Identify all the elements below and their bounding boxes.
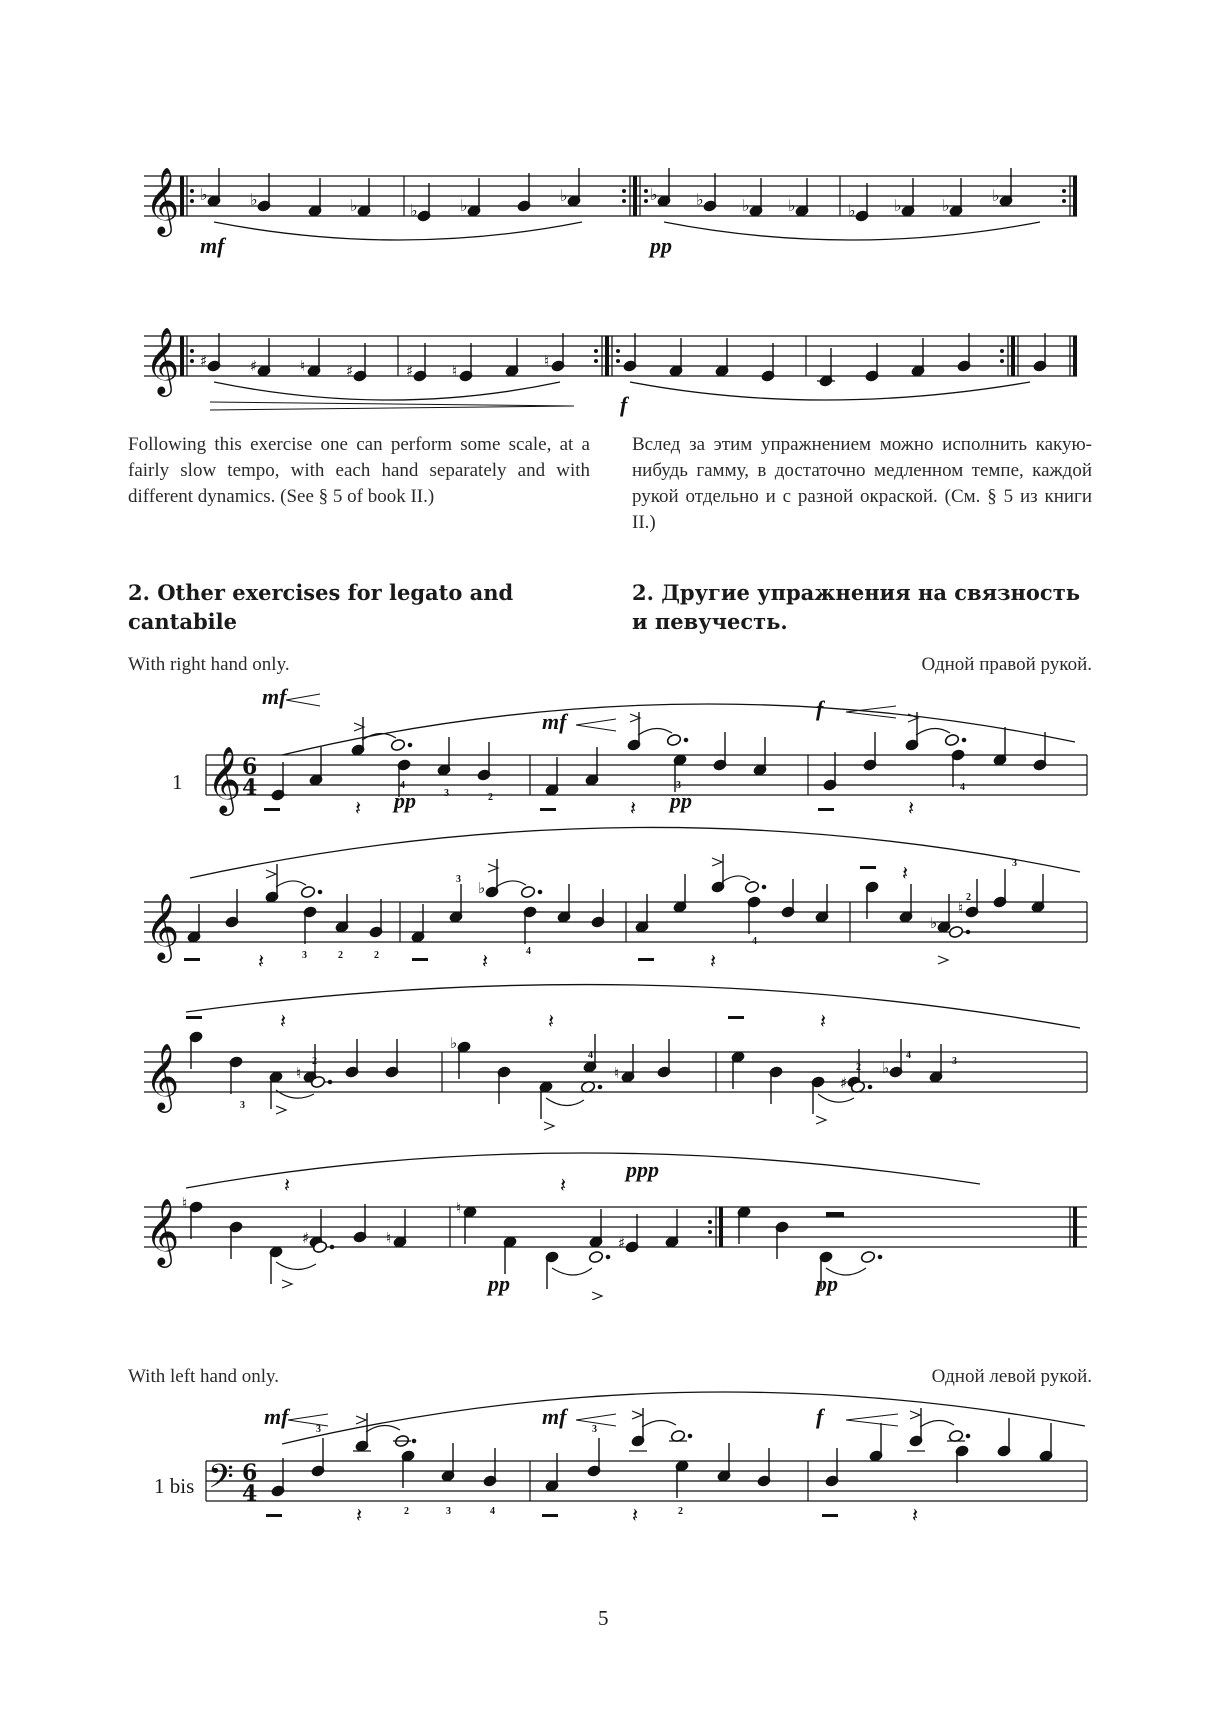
fingering: 2 — [856, 1062, 861, 1073]
note — [441, 1443, 455, 1482]
fingering: 4 — [906, 1050, 911, 1061]
fingering: 3 — [446, 1506, 451, 1517]
time-signature-top: 6 — [242, 1460, 258, 1486]
svg-text:♭: ♭ — [882, 1059, 890, 1077]
svg-text:♮: ♮ — [182, 1194, 188, 1212]
svg-text:♭: ♭ — [250, 190, 258, 209]
svg-text:♯: ♯ — [200, 352, 208, 370]
fingering: 4 — [752, 936, 757, 947]
svg-text:♭: ♭ — [742, 196, 750, 215]
svg-text:♭: ♭ — [992, 186, 1000, 205]
note — [629, 1408, 647, 1451]
svg-text:♭: ♭ — [788, 196, 796, 215]
svg-text:♭: ♭ — [848, 201, 856, 220]
svg-text:♭: ♭ — [650, 185, 658, 204]
left-hand-label-ru: Одной левой рукой. — [931, 1366, 1092, 1387]
treble-clef-icon: 𝄞 — [145, 166, 180, 234]
svg-text:♭: ♭ — [560, 186, 568, 205]
fingering: 3 — [302, 950, 307, 961]
fingering: 4 — [400, 780, 405, 791]
svg-text:♭: ♭ — [450, 1034, 458, 1052]
heading-en: 2. Other exercises for legato and cantabile — [128, 580, 514, 634]
fingering: 2 — [404, 1506, 409, 1517]
treble-clef-icon: 𝄞 — [145, 1042, 180, 1110]
svg-text:𝄽: 𝄽 — [356, 1503, 363, 1527]
svg-text:♯: ♯ — [406, 362, 414, 380]
treble-clef-icon: 𝄞 — [145, 892, 180, 960]
time-signature-bottom: 4 — [242, 775, 258, 801]
fingering: 3 — [592, 1424, 597, 1435]
note — [825, 1448, 839, 1487]
exercise-number-bis: 1 bis — [154, 1474, 195, 1498]
dynamic-f: f — [816, 1404, 824, 1429]
svg-text:♯: ♯ — [302, 1229, 310, 1247]
svg-text:♭: ♭ — [478, 879, 486, 897]
note — [483, 1448, 497, 1487]
svg-text:♭: ♭ — [410, 201, 418, 220]
treble-clef-icon: 𝄞 — [145, 326, 180, 394]
dynamic-pp: pp — [670, 788, 692, 813]
svg-text:♮: ♮ — [296, 1064, 302, 1082]
dynamic-ppp: ppp — [626, 1157, 659, 1182]
dynamic-f: f — [816, 696, 824, 721]
exercise-number: 1 — [172, 770, 183, 794]
svg-text:♭: ♭ — [350, 196, 358, 215]
svg-text:𝄽: 𝄽 — [912, 1503, 919, 1527]
svg-text:𝄽: 𝄽 — [258, 949, 265, 973]
svg-text:𝄽: 𝄽 — [482, 949, 489, 973]
dynamic-mf: mf — [200, 233, 225, 258]
svg-text:𝄽: 𝄽 — [548, 1009, 555, 1033]
svg-text:𝄽: 𝄽 — [284, 1173, 291, 1197]
fingering: 3 — [456, 874, 461, 885]
note — [907, 1408, 925, 1451]
svg-text:𝄽: 𝄽 — [560, 1173, 567, 1197]
svg-text:♮: ♮ — [544, 352, 550, 370]
bass-clef-icon: 𝄢 — [208, 1458, 234, 1504]
svg-text:♭: ♭ — [894, 196, 902, 215]
paragraph-ru: Вслед за этим упражнением можно исполнить какую-нибудь гамму, в достаточно медленном темпе, каждой рукой отдельно и с разной окраской. (См. § 5 из книги II.) — [632, 434, 1092, 533]
svg-text:𝄽: 𝄽 — [355, 796, 362, 820]
dynamic-pp: pp — [394, 788, 416, 813]
fingering: 2 — [966, 892, 971, 903]
svg-text:𝄽: 𝄽 — [820, 1009, 827, 1033]
dynamic-pp: pp — [650, 233, 672, 258]
svg-text:♮: ♮ — [452, 362, 458, 380]
note — [669, 1429, 692, 1442]
fingering: 4 — [588, 1050, 593, 1061]
dynamic-mf: mf — [542, 1404, 567, 1429]
svg-text:𝄽: 𝄽 — [632, 1503, 639, 1527]
note — [1039, 1423, 1053, 1462]
note — [757, 1448, 771, 1487]
svg-text:♯: ♯ — [618, 1234, 626, 1252]
paragraph-en: Following this exercise one can perform some scale, at a fairly slow tempo, with each hand separately and with different dynamics. (See § 5 of book II.) — [128, 434, 590, 507]
note — [717, 1443, 731, 1482]
note — [675, 1460, 689, 1498]
fingering: 3 — [1012, 858, 1017, 869]
fingering: 3 — [676, 780, 681, 791]
note — [545, 1453, 559, 1492]
svg-text:♯: ♯ — [250, 357, 258, 375]
fingering: 4 — [490, 1506, 495, 1517]
svg-text:𝄽: 𝄽 — [630, 796, 637, 820]
dynamic-mf: mf — [542, 709, 567, 734]
note — [869, 1423, 883, 1462]
treble-clef-icon: 𝄞 — [145, 1197, 180, 1265]
fingering: 3 — [444, 788, 449, 799]
svg-text:𝄽: 𝄽 — [710, 949, 717, 973]
time-signature-top: 6 — [242, 754, 258, 780]
note — [271, 1458, 285, 1497]
dynamic-mf: mf — [264, 1404, 289, 1429]
dynamic-f: f — [620, 392, 628, 417]
fingering: 2 — [338, 950, 343, 961]
svg-text:♮: ♮ — [300, 357, 306, 375]
right-hand-label: With right hand only. — [128, 654, 290, 675]
fingering: 3 — [316, 1424, 321, 1435]
dynamic-pp: pp — [816, 1271, 838, 1296]
fingering: 2 — [488, 792, 493, 803]
page-number: 5 — [598, 1606, 609, 1630]
heading-ru: 2. Другие упражнения на связность и певучесть. — [632, 580, 1080, 634]
svg-text:♯: ♯ — [346, 362, 354, 380]
note — [955, 1445, 969, 1483]
svg-text:♭: ♭ — [930, 914, 938, 932]
note — [587, 1438, 601, 1477]
svg-text:♮: ♮ — [456, 1199, 462, 1217]
note — [393, 1434, 416, 1447]
fingering: 4 — [526, 946, 531, 957]
fingering: 2 — [374, 950, 379, 961]
svg-text:𝄽: 𝄽 — [280, 1009, 287, 1033]
svg-text:♮: ♮ — [958, 899, 964, 917]
note — [947, 1429, 970, 1442]
dynamic-pp: pp — [488, 1271, 510, 1296]
fingering: 3 — [952, 1056, 957, 1067]
svg-text:♭: ♭ — [460, 196, 468, 215]
time-signature-bottom: 4 — [242, 1481, 258, 1507]
left-hand-label: With left hand only. — [128, 1366, 280, 1387]
dynamic-mf: mf — [262, 684, 287, 709]
note — [401, 1450, 415, 1488]
fingering: 4 — [960, 782, 965, 793]
svg-text:♮: ♮ — [386, 1229, 392, 1247]
fingering: 3 — [240, 1100, 245, 1111]
note — [311, 1438, 325, 1477]
svg-text:♭: ♭ — [696, 190, 704, 209]
fingering: 2 — [312, 1056, 317, 1067]
svg-text:♭: ♭ — [200, 185, 208, 204]
right-hand-label-ru: Одной правой рукой. — [921, 654, 1092, 675]
fingering: 2 — [678, 1506, 683, 1517]
svg-text:♮: ♮ — [614, 1064, 620, 1082]
svg-text:♯: ♯ — [840, 1074, 848, 1092]
svg-text:𝄽: 𝄽 — [902, 861, 909, 885]
svg-text:𝄽: 𝄽 — [908, 796, 915, 820]
note — [997, 1418, 1011, 1457]
treble-clef-icon: 𝄞 — [207, 745, 242, 813]
svg-text:♭: ♭ — [942, 196, 950, 215]
